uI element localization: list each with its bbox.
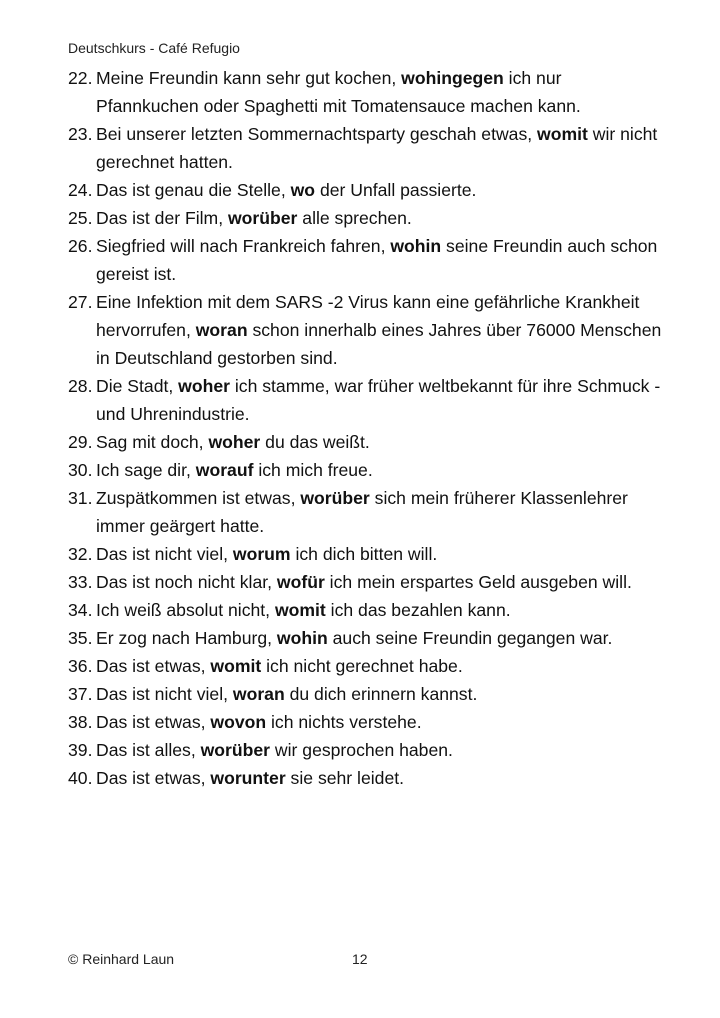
item-number: 29. (68, 432, 93, 452)
list-item (68, 64, 668, 120)
item-text: Eine Infektion mit dem SARS -2 Virus kann eine gefährliche Krankheit hervorrufen, woran schon innerhalb eines Jahres über 76000 Menschen in Deutschland gestorben sind. (96, 292, 662, 368)
relative-pronoun: worüber (227, 208, 298, 228)
relative-pronoun: worauf (195, 460, 254, 480)
item-number: 38. (68, 712, 93, 732)
relative-pronoun: woher (178, 376, 230, 396)
item-text: Meine Freundin kann sehr gut kochen, wohingegen ich nur Pfannkuchen oder Spaghetti mit Tomatensauce machen kann. (96, 68, 581, 116)
relative-pronoun: womit (274, 600, 326, 620)
list-item (68, 120, 668, 176)
page-header: Deutschkurs - Café Refugio (68, 40, 240, 56)
item-text: Sag mit doch, woher du das weißt. (96, 432, 370, 452)
list-item (68, 568, 668, 596)
list-item (68, 204, 668, 232)
item-text: Siegfried will nach Frankreich fahren, wohin seine Freundin auch schon gereist ist. (96, 236, 658, 284)
item-text: Das ist nicht viel, worum ich dich bitten will. (96, 544, 438, 564)
item-number: 32. (68, 544, 93, 564)
item-text: Das ist etwas, wovon ich nichts verstehe. (96, 712, 422, 732)
page-number: 12 (352, 951, 368, 967)
list-item (68, 484, 668, 540)
relative-pronoun: wovon (210, 712, 267, 732)
relative-pronoun: wo (290, 180, 316, 200)
list-item (68, 680, 668, 708)
copyright-footer: © Reinhard Laun (68, 951, 175, 967)
item-text: Die Stadt, woher ich stamme, war früher weltbekannt für ihre Schmuck - und Uhrenindustrie. (96, 376, 661, 424)
list-item (68, 736, 668, 764)
list-item (68, 456, 668, 484)
item-number: 24. (68, 180, 93, 200)
item-number: 25. (68, 208, 93, 228)
item-number: 35. (68, 628, 93, 648)
item-text: Das ist genau die Stelle, wo der Unfall passierte. (96, 180, 477, 200)
relative-pronoun: womit (210, 656, 262, 676)
list-item (68, 372, 668, 428)
list-item (68, 764, 668, 792)
item-number: 39. (68, 740, 93, 760)
item-text: Ich sage dir, worauf ich mich freue. (96, 460, 373, 480)
item-text: Das ist nicht viel, woran du dich erinnern kannst. (96, 684, 478, 704)
relative-pronoun: woran (195, 320, 248, 340)
list-item (68, 596, 668, 624)
list-item (68, 708, 668, 736)
list-item (68, 652, 668, 680)
relative-pronoun: womit (537, 124, 588, 144)
relative-pronoun: worunter (210, 768, 286, 788)
item-text: Zuspätkommen ist etwas, worüber sich mein früherer Klassenlehrer immer geärgert hatte. (96, 488, 628, 536)
item-number: 22. (68, 68, 93, 88)
relative-pronoun: wohin (390, 236, 442, 256)
list-item (68, 540, 668, 568)
relative-pronoun: worum (232, 544, 291, 564)
list-item (68, 288, 668, 372)
relative-pronoun: woran (232, 684, 285, 704)
item-text: Das ist noch nicht klar, wofür ich mein erspartes Geld ausgeben will. (96, 572, 632, 592)
list-item (68, 624, 668, 652)
item-text: Bei unserer letzten Sommernachtsparty geschah etwas, womit wir nicht gerechnet hatten. (96, 124, 658, 172)
item-number: 31. (68, 488, 93, 508)
exercise-list (68, 64, 668, 792)
relative-pronoun: wohingegen (401, 68, 504, 88)
item-number: 37. (68, 684, 93, 704)
list-item (68, 428, 668, 456)
item-number: 40. (68, 768, 93, 788)
item-text: Ich weiß absolut nicht, womit ich das bezahlen kann. (96, 600, 511, 620)
item-number: 33. (68, 572, 93, 592)
item-text: Das ist etwas, worunter sie sehr leidet. (96, 768, 405, 788)
item-number: 34. (68, 600, 93, 620)
item-text: Das ist alles, worüber wir gesprochen haben. (96, 740, 453, 760)
relative-pronoun: worüber (300, 488, 370, 508)
relative-pronoun: wohin (276, 628, 328, 648)
list-item (68, 232, 668, 288)
item-number: 28. (68, 376, 93, 396)
relative-pronoun: woher (208, 432, 261, 452)
relative-pronoun: worüber (200, 740, 271, 760)
item-number: 36. (68, 656, 93, 676)
item-number: 26. (68, 236, 93, 256)
list-item (68, 176, 668, 204)
item-number: 30. (68, 460, 93, 480)
item-number: 27. (68, 292, 93, 312)
item-number: 23. (68, 124, 93, 144)
item-text: Das ist der Film, worüber alle sprechen. (96, 208, 412, 228)
item-text: Er zog nach Hamburg, wohin auch seine Freundin gegangen war. (96, 628, 613, 648)
relative-pronoun: wofür (276, 572, 325, 592)
item-text: Das ist etwas, womit ich nicht gerechnet habe. (96, 656, 463, 676)
